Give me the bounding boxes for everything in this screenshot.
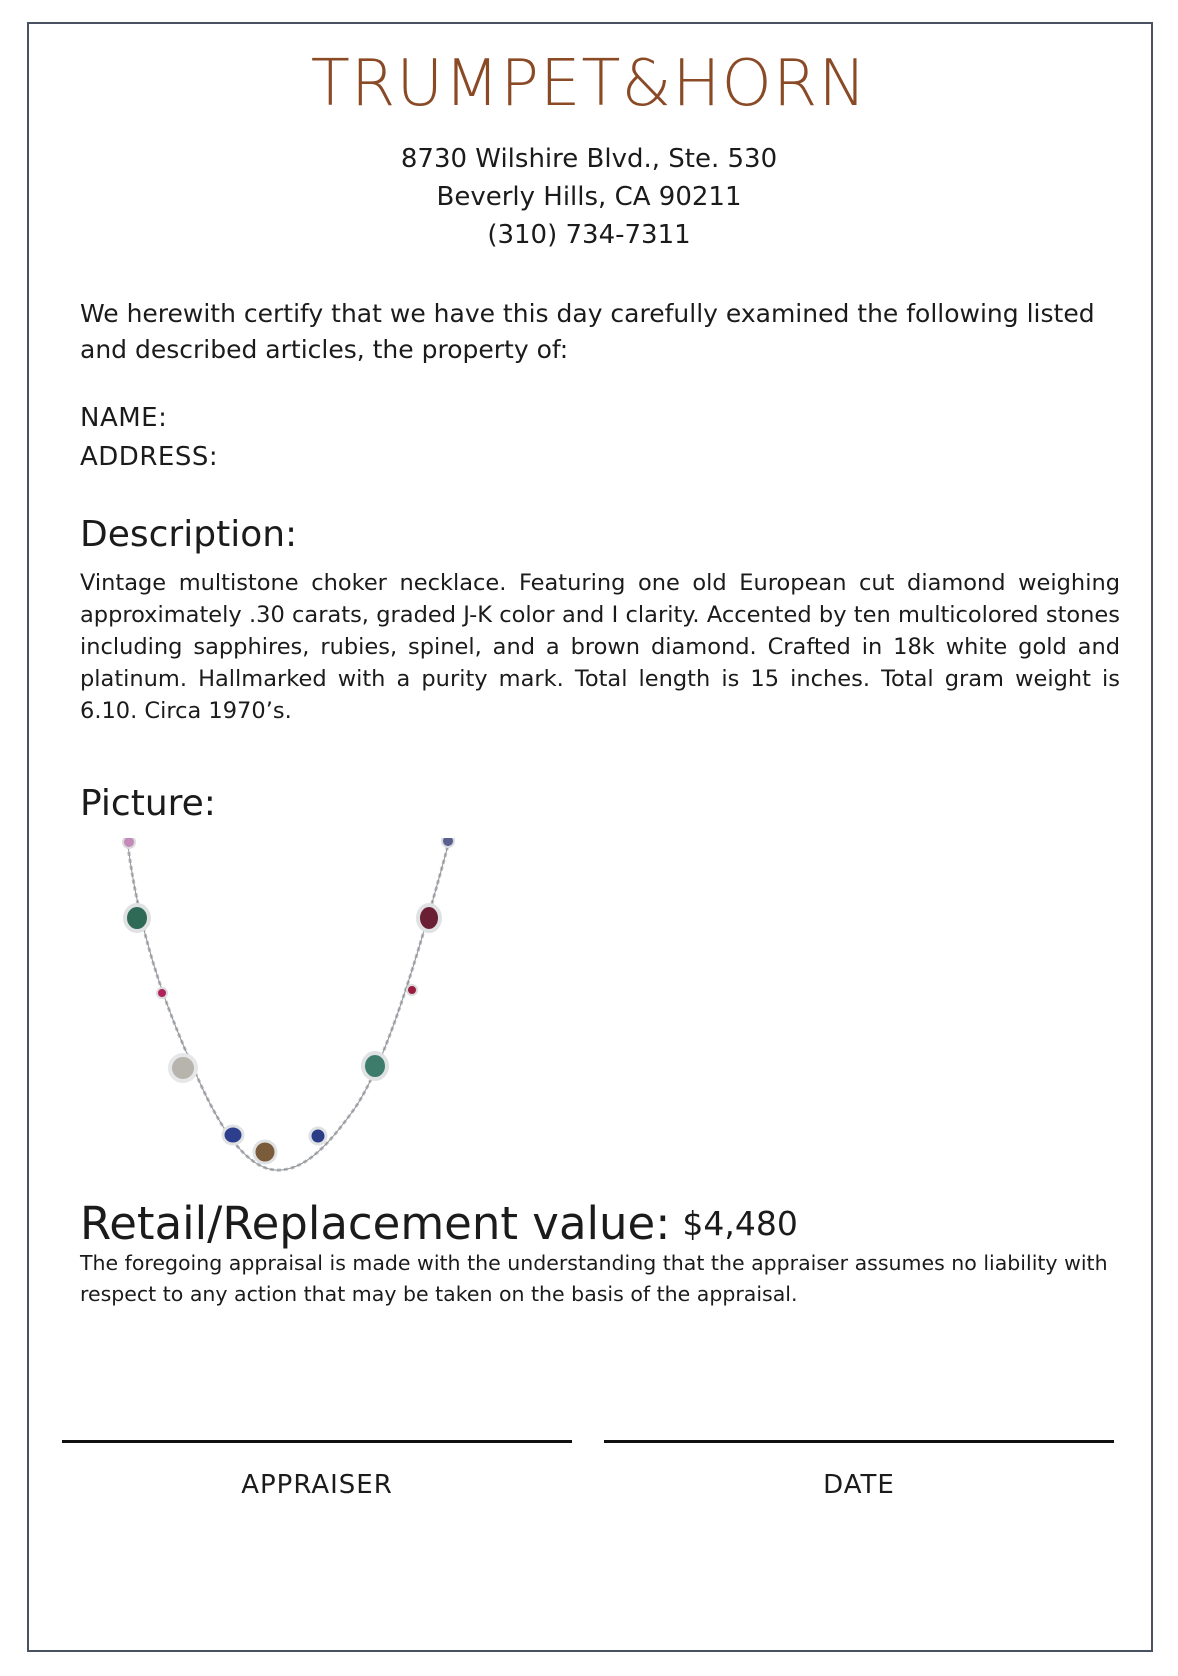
necklace-photo [115,838,465,1188]
liability-disclaimer: The foregoing appraisal is made with the understanding that the appraiser assumes no liability with respect to any action that may be taken on the basis of the appraisal. [80,1251,1108,1306]
owner-name-label: NAME: [80,403,168,433]
appraiser-signature-line [62,1440,572,1443]
company-phone: (310) 734-7311 [487,220,691,250]
description-text: Vintage multistone choker necklace. Featuring one old European cut diamond weighing approximately .30 carats, graded J-K color and I clarity. Accented by ten multicolored stones including sapphires, rubies, spinel, and a brown diamond. Crafted in 18k white gold and platinum. Hallmarked with a purity mark. Total length is 15 inches. Total gram weight is 6.10. Circa 1970’s. [80,570,1120,724]
valuation-amount: $4,480 [682,1204,798,1243]
document-border [27,22,1153,1652]
valuation-label: Retail/Replacement value: [80,1197,671,1250]
picture-heading: Picture: [80,783,216,824]
description-heading: Description: [80,514,298,555]
appraiser-label: APPRAISER [241,1470,393,1500]
owner-address-label: ADDRESS: [80,442,219,472]
company-address [0,140,1178,254]
certification-statement: We herewith certify that we have this day carefully examined the following listed and described articles, the property of: [80,299,1095,364]
date-signature-line [604,1440,1114,1443]
address-city: Beverly Hills, CA 90211 [436,182,742,212]
address-street: 8730 Wilshire Blvd., Ste. 530 [400,144,778,174]
valuation [80,1196,798,1252]
date-label: DATE [823,1470,895,1500]
company-logo: TRUMPET&HORN [310,47,868,121]
